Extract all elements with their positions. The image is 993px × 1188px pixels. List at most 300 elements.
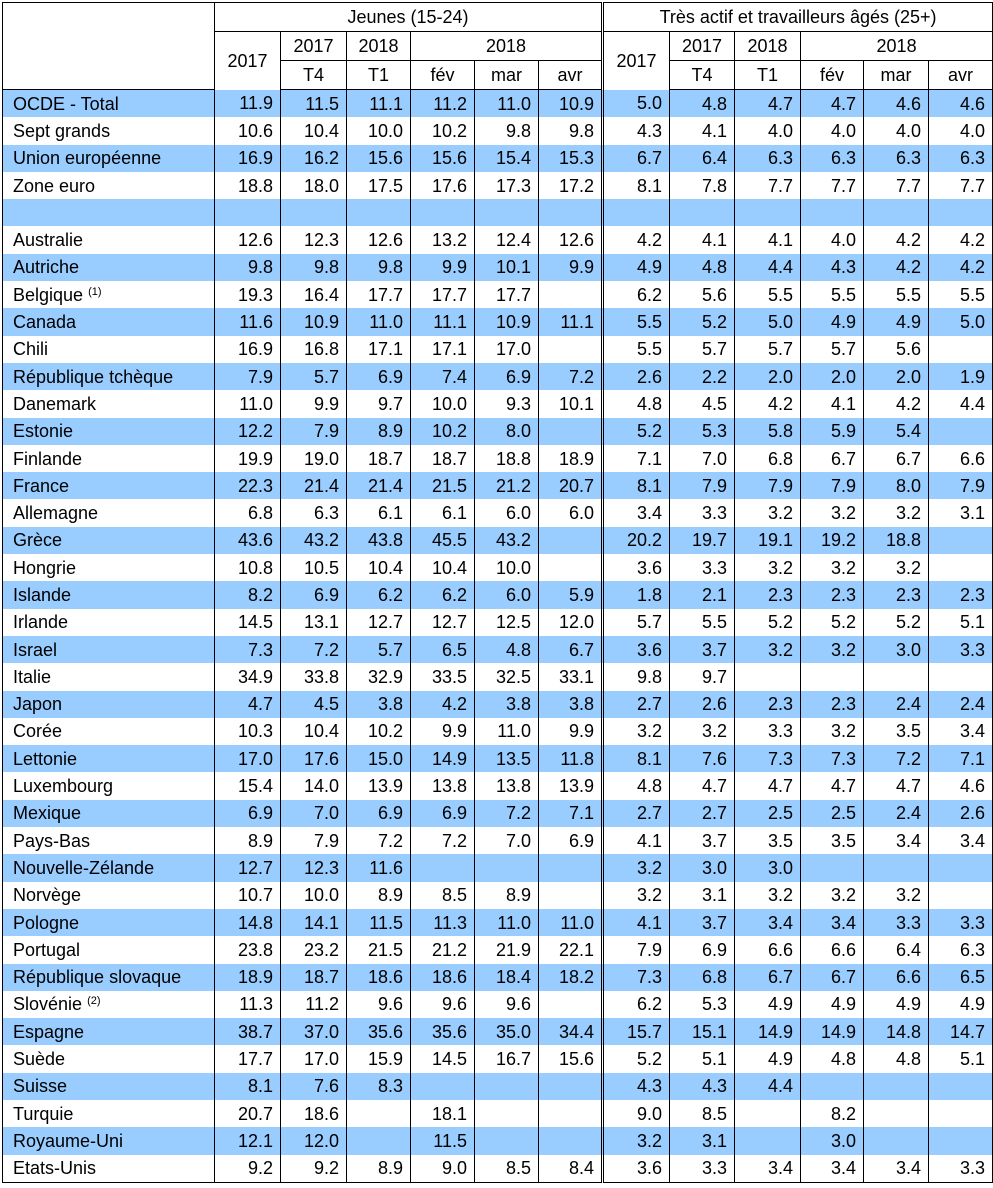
value-cell: 16.9: [215, 336, 281, 363]
value-cell: 5.1: [929, 1045, 993, 1072]
value-cell: 3.2: [801, 499, 864, 526]
value-cell: [929, 1100, 993, 1127]
value-cell: [539, 554, 603, 581]
value-cell: 43.8: [347, 527, 411, 554]
value-cell: 6.7: [735, 964, 801, 991]
value-cell: 2.7: [603, 800, 670, 827]
value-cell: 3.6: [603, 554, 670, 581]
value-cell: 15.9: [347, 1045, 411, 1072]
value-cell: 4.1: [670, 117, 735, 144]
value-cell: 9.9: [281, 390, 347, 417]
value-cell: 5.7: [347, 636, 411, 663]
value-cell: 4.2: [864, 226, 929, 253]
value-cell: 7.9: [735, 472, 801, 499]
value-cell: 4.0: [801, 226, 864, 253]
value-cell: 12.3: [281, 226, 347, 253]
value-cell: 5.7: [603, 609, 670, 636]
table-row: [3, 1100, 993, 1127]
value-cell: 11.0: [347, 308, 411, 335]
value-cell: 6.9: [281, 581, 347, 608]
value-cell: 5.7: [281, 363, 347, 390]
value-cell: 23.2: [281, 936, 347, 963]
value-cell: 17.1: [411, 336, 475, 363]
value-cell: 7.9: [603, 936, 670, 963]
value-cell: [539, 991, 603, 1018]
country-name: [3, 964, 215, 991]
group-header-youth: Jeunes (15-24): [215, 3, 603, 32]
value-cell: 22.1: [539, 936, 603, 963]
value-cell: 2.3: [864, 581, 929, 608]
value-cell: 15.4: [475, 145, 539, 172]
value-cell: 12.6: [539, 226, 603, 253]
value-cell: 3.2: [735, 554, 801, 581]
value-cell: 12.6: [215, 226, 281, 253]
value-cell: 43.2: [475, 527, 539, 554]
period-header: avr: [929, 61, 993, 90]
country-name: [3, 1100, 215, 1127]
value-cell: 3.3: [929, 636, 993, 663]
table-row: [3, 936, 993, 963]
value-cell: 8.9: [347, 418, 411, 445]
value-cell: 11.8: [539, 745, 603, 772]
value-cell: 7.7: [864, 172, 929, 199]
value-cell: 7.0: [475, 827, 539, 854]
value-cell: [929, 527, 993, 554]
value-cell: 4.3: [603, 1073, 670, 1100]
value-cell: [735, 1100, 801, 1127]
value-cell: 4.8: [603, 772, 670, 799]
value-cell: 21.4: [347, 472, 411, 499]
value-cell: 3.5: [801, 827, 864, 854]
value-cell: 10.1: [475, 254, 539, 281]
value-cell: 5.5: [670, 609, 735, 636]
value-cell: 2.0: [864, 363, 929, 390]
country-name: [3, 1045, 215, 1072]
year-header: 2017: [670, 32, 735, 61]
value-cell: 9.2: [281, 1155, 347, 1183]
value-cell: 5.5: [929, 281, 993, 308]
value-cell: 3.4: [929, 827, 993, 854]
value-cell: 15.3: [539, 145, 603, 172]
value-cell: 2.5: [735, 800, 801, 827]
value-cell: 7.6: [281, 1073, 347, 1100]
value-cell: 7.3: [603, 964, 670, 991]
value-cell: 13.9: [539, 772, 603, 799]
value-cell: [864, 1100, 929, 1127]
value-cell: 6.5: [929, 964, 993, 991]
country-name: [3, 1073, 215, 1100]
country-name: [3, 882, 215, 909]
value-cell: 2.6: [670, 691, 735, 718]
period-header: T1: [347, 61, 411, 90]
value-cell: [475, 854, 539, 881]
value-cell: 4.1: [735, 226, 801, 253]
value-cell: 3.0: [735, 854, 801, 881]
value-cell: [539, 1073, 603, 1100]
country-label: Suède: [13, 1049, 66, 1070]
value-cell: 3.0: [670, 854, 735, 881]
value-cell: 14.9: [735, 1018, 801, 1045]
table-row: [3, 145, 993, 172]
value-cell: 7.9: [215, 363, 281, 390]
value-cell: 6.8: [215, 499, 281, 526]
table-row: [3, 90, 993, 118]
value-cell: [347, 1100, 411, 1127]
value-cell: 18.1: [411, 1100, 475, 1127]
country-label: Finlande: [13, 448, 83, 469]
value-cell: 5.2: [735, 609, 801, 636]
value-cell: 34.9: [215, 663, 281, 690]
value-cell: 19.0: [281, 445, 347, 472]
value-cell: 3.7: [670, 636, 735, 663]
group-header-prime-age: Très actif et travailleurs âgés (25+): [603, 3, 993, 32]
country-name: [3, 609, 215, 636]
value-cell: [864, 199, 929, 226]
value-cell: 14.1: [281, 909, 347, 936]
value-cell: 9.8: [281, 254, 347, 281]
value-cell: 8.9: [347, 882, 411, 909]
country-label: Japon: [13, 694, 63, 715]
value-cell: 2.4: [864, 691, 929, 718]
value-cell: [929, 854, 993, 881]
value-cell: 3.2: [801, 636, 864, 663]
value-cell: 9.8: [539, 117, 603, 144]
value-cell: 7.9: [801, 472, 864, 499]
value-cell: 7.9: [929, 472, 993, 499]
value-cell: 3.4: [864, 827, 929, 854]
table-row: [3, 636, 993, 663]
value-cell: 6.4: [864, 936, 929, 963]
table-row: [3, 964, 993, 991]
country-name: [3, 800, 215, 827]
country-name: [3, 308, 215, 335]
value-cell: 2.1: [670, 581, 735, 608]
value-cell: 3.2: [801, 554, 864, 581]
year-header: 2018: [735, 32, 801, 61]
value-cell: 3.7: [670, 827, 735, 854]
value-cell: 4.7: [215, 691, 281, 718]
value-cell: 4.0: [864, 117, 929, 144]
value-cell: 4.0: [929, 117, 993, 144]
value-cell: 4.1: [801, 390, 864, 417]
table-row: [3, 882, 993, 909]
value-cell: 12.6: [347, 226, 411, 253]
value-cell: [539, 882, 603, 909]
value-cell: 3.3: [670, 1155, 735, 1183]
country-label: Hongrie: [13, 557, 77, 578]
value-cell: 5.1: [929, 609, 993, 636]
value-cell: 4.8: [603, 390, 670, 417]
value-cell: 1.8: [603, 581, 670, 608]
table-row: [3, 772, 993, 799]
value-cell: 5.5: [735, 281, 801, 308]
value-cell: 5.6: [670, 281, 735, 308]
value-cell: 3.6: [603, 1155, 670, 1183]
value-cell: 3.2: [735, 882, 801, 909]
table-row: [3, 663, 993, 690]
value-cell: 10.1: [539, 390, 603, 417]
value-cell: 5.2: [603, 418, 670, 445]
value-cell: 17.3: [475, 172, 539, 199]
value-cell: [670, 199, 735, 226]
value-cell: 5.8: [735, 418, 801, 445]
value-cell: 21.9: [475, 936, 539, 963]
country-name: [3, 909, 215, 936]
value-cell: 7.1: [539, 800, 603, 827]
value-cell: 6.2: [347, 581, 411, 608]
value-cell: 18.8: [215, 172, 281, 199]
value-cell: 11.6: [215, 308, 281, 335]
value-cell: 7.6: [670, 745, 735, 772]
value-cell: 18.8: [864, 527, 929, 554]
value-cell: 5.2: [801, 609, 864, 636]
value-cell: 3.2: [735, 499, 801, 526]
value-cell: 3.3: [670, 499, 735, 526]
value-cell: 18.4: [475, 964, 539, 991]
table-row: [3, 172, 993, 199]
country-name: [3, 772, 215, 799]
value-cell: 20.2: [603, 527, 670, 554]
value-cell: 6.0: [539, 499, 603, 526]
value-cell: 17.7: [347, 281, 411, 308]
value-cell: 7.3: [215, 636, 281, 663]
value-cell: 6.6: [929, 445, 993, 472]
value-cell: 23.8: [215, 936, 281, 963]
value-cell: 4.6: [864, 90, 929, 118]
value-cell: 17.7: [215, 1045, 281, 1072]
value-cell: 11.0: [215, 390, 281, 417]
country-name: [3, 254, 215, 281]
country-label: Union européenne: [13, 148, 162, 169]
value-cell: 7.7: [801, 172, 864, 199]
value-cell: 5.5: [603, 336, 670, 363]
value-cell: 5.9: [539, 581, 603, 608]
country-name: [3, 363, 215, 390]
country-name: [3, 554, 215, 581]
country-name: [3, 172, 215, 199]
country-label: Chili: [13, 339, 49, 360]
country-name: [3, 827, 215, 854]
value-cell: 3.3: [864, 909, 929, 936]
country-label: Slovénie: [13, 994, 83, 1015]
value-cell: 11.1: [411, 308, 475, 335]
value-cell: 17.2: [539, 172, 603, 199]
value-cell: 5.3: [670, 991, 735, 1018]
value-cell: 5.7: [735, 336, 801, 363]
table-row: [3, 581, 993, 608]
value-cell: 11.2: [281, 991, 347, 1018]
value-cell: [864, 1073, 929, 1100]
value-cell: [475, 1073, 539, 1100]
value-cell: 2.6: [929, 800, 993, 827]
country-label: Corée: [13, 721, 63, 742]
value-cell: [929, 882, 993, 909]
value-cell: 10.8: [215, 554, 281, 581]
value-cell: 16.2: [281, 145, 347, 172]
country-label: Turquie: [13, 1103, 74, 1124]
value-cell: 18.2: [539, 964, 603, 991]
value-cell: 4.2: [864, 254, 929, 281]
value-cell: 8.1: [215, 1073, 281, 1100]
value-cell: 11.6: [347, 854, 411, 881]
value-cell: 12.0: [281, 1127, 347, 1154]
value-cell: [411, 199, 475, 226]
value-cell: 6.6: [735, 936, 801, 963]
value-cell: 6.0: [475, 581, 539, 608]
value-cell: 13.2: [411, 226, 475, 253]
country-label: Israel: [13, 639, 58, 660]
year-header: 2017: [215, 32, 281, 90]
value-cell: [864, 1127, 929, 1154]
value-cell: 5.0: [735, 308, 801, 335]
year-header: 2018: [411, 32, 603, 61]
period-header: mar: [475, 61, 539, 90]
value-cell: 17.7: [411, 281, 475, 308]
value-cell: 4.2: [735, 390, 801, 417]
value-cell: 4.3: [603, 117, 670, 144]
table-row: [3, 827, 993, 854]
value-cell: 5.9: [801, 418, 864, 445]
value-cell: 7.1: [929, 745, 993, 772]
value-cell: 3.8: [475, 691, 539, 718]
value-cell: 3.2: [603, 718, 670, 745]
value-cell: 19.2: [801, 527, 864, 554]
country-name: [3, 336, 215, 363]
value-cell: 15.6: [411, 145, 475, 172]
table-row: [3, 854, 993, 881]
country-name: [3, 1127, 215, 1154]
value-cell: 2.0: [801, 363, 864, 390]
value-cell: 4.8: [475, 636, 539, 663]
country-name: [3, 527, 215, 554]
value-cell: 3.5: [735, 827, 801, 854]
value-cell: 14.9: [411, 745, 475, 772]
value-cell: 33.1: [539, 663, 603, 690]
value-cell: 7.0: [281, 800, 347, 827]
value-cell: 13.9: [347, 772, 411, 799]
value-cell: 7.0: [670, 445, 735, 472]
table-row: [3, 691, 993, 718]
value-cell: 21.5: [411, 472, 475, 499]
value-cell: 8.9: [475, 882, 539, 909]
value-cell: 2.7: [603, 691, 670, 718]
country-name: [3, 117, 215, 144]
value-cell: 10.4: [281, 718, 347, 745]
value-cell: 17.5: [347, 172, 411, 199]
value-cell: 7.1: [603, 445, 670, 472]
value-cell: 9.8: [475, 117, 539, 144]
value-cell: 14.8: [864, 1018, 929, 1045]
value-cell: 14.0: [281, 772, 347, 799]
country-name: [3, 663, 215, 690]
value-cell: 11.5: [281, 90, 347, 118]
value-cell: 5.7: [670, 336, 735, 363]
value-cell: 5.2: [670, 308, 735, 335]
value-cell: 16.7: [475, 1045, 539, 1072]
value-cell: 10.2: [411, 117, 475, 144]
value-cell: [929, 336, 993, 363]
country-label: Espagne: [13, 1021, 85, 1042]
table-row: [3, 1155, 993, 1183]
country-label: Pologne: [13, 912, 80, 933]
value-cell: 14.5: [411, 1045, 475, 1072]
value-cell: [929, 418, 993, 445]
period-header: T1: [735, 61, 801, 90]
country-label: Royaume-Uni: [13, 1130, 124, 1151]
value-cell: 6.7: [801, 445, 864, 472]
value-cell: [801, 199, 864, 226]
value-cell: 19.7: [670, 527, 735, 554]
country-label: Allemagne: [13, 503, 99, 524]
table-row: [3, 445, 993, 472]
table-row: [3, 418, 993, 445]
value-cell: 4.7: [670, 772, 735, 799]
value-cell: 10.9: [539, 90, 603, 118]
value-cell: 3.4: [801, 1155, 864, 1183]
table-row: [3, 336, 993, 363]
table-row: [3, 527, 993, 554]
value-cell: 6.2: [603, 991, 670, 1018]
table-row: [3, 117, 993, 144]
value-cell: 4.3: [670, 1073, 735, 1100]
value-cell: 8.3: [347, 1073, 411, 1100]
value-cell: 6.3: [735, 145, 801, 172]
country-name: [3, 1018, 215, 1045]
value-cell: 4.7: [801, 772, 864, 799]
value-cell: 33.8: [281, 663, 347, 690]
value-cell: 3.2: [670, 718, 735, 745]
value-cell: 15.7: [603, 1018, 670, 1045]
value-cell: 4.1: [603, 909, 670, 936]
value-cell: 4.9: [929, 991, 993, 1018]
value-cell: 35.0: [475, 1018, 539, 1045]
value-cell: [539, 854, 603, 881]
value-cell: 1.9: [929, 363, 993, 390]
value-cell: 45.5: [411, 527, 475, 554]
value-cell: 9.7: [347, 390, 411, 417]
value-cell: 3.2: [603, 1127, 670, 1154]
year-header: 2018: [347, 32, 411, 61]
country-label: Lettonie: [13, 748, 78, 769]
value-cell: 12.0: [539, 609, 603, 636]
value-cell: 3.1: [929, 499, 993, 526]
value-cell: 20.7: [215, 1100, 281, 1127]
value-cell: [475, 1127, 539, 1154]
value-cell: 3.5: [864, 718, 929, 745]
value-cell: 11.3: [411, 909, 475, 936]
value-cell: 12.3: [281, 854, 347, 881]
value-cell: 5.5: [864, 281, 929, 308]
value-cell: [864, 854, 929, 881]
value-cell: 33.5: [411, 663, 475, 690]
value-cell: 17.0: [215, 745, 281, 772]
value-cell: 32.9: [347, 663, 411, 690]
value-cell: 4.7: [735, 90, 801, 118]
value-cell: 3.2: [735, 636, 801, 663]
value-cell: 10.5: [281, 554, 347, 581]
value-cell: 5.4: [864, 418, 929, 445]
country-label: Estonie: [13, 421, 74, 442]
value-cell: 9.9: [411, 718, 475, 745]
value-cell: 3.4: [864, 1155, 929, 1183]
country-label: Irlande: [13, 612, 69, 633]
country-label: Grèce: [13, 530, 63, 551]
table-row: [3, 991, 993, 1018]
country-label: Belgique: [13, 284, 84, 305]
value-cell: 35.6: [411, 1018, 475, 1045]
value-cell: 17.7: [475, 281, 539, 308]
table-row: [3, 1073, 993, 1100]
